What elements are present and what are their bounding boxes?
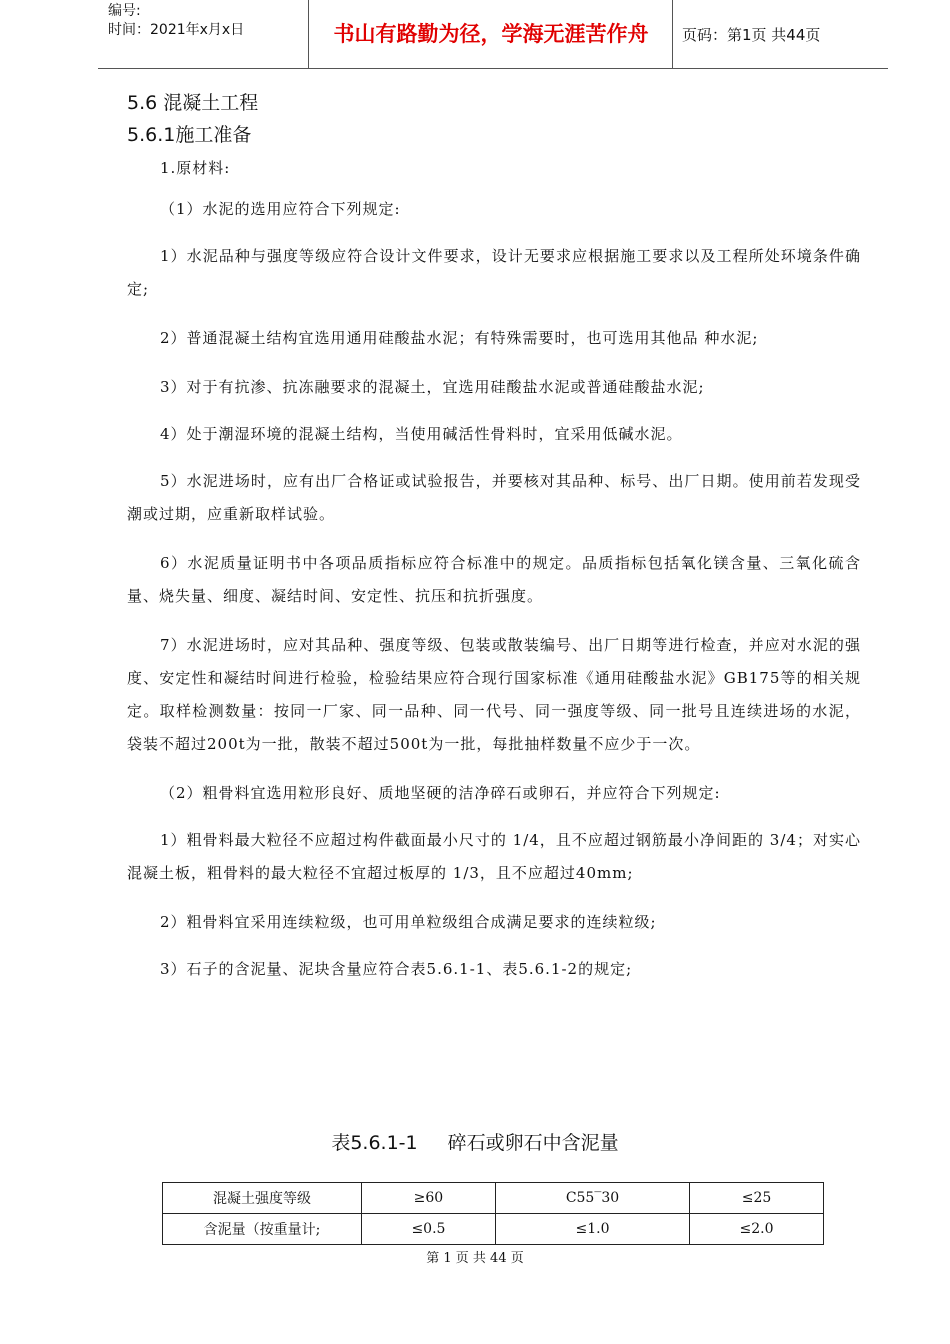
header-motto: 书山有路勤为径，学海无涯苦作舟 (333, 22, 649, 46)
paragraph: 1）水泥品种与强度等级应符合设计文件要求，设计无要求应根据施工要求以及工程所处环境条件确定; (127, 247, 861, 298)
paragraph: 1.原材料: (160, 159, 231, 177)
header-page-info: 页码：第1页 共44页 (682, 26, 821, 44)
table-cell: ≤25 (690, 1183, 824, 1214)
table-cell: ≤0.5 (362, 1214, 496, 1245)
paragraph: 5）水泥进场时，应有出厂合格证或试验报告，并要核对其品种、标号、出厂日期。使用前若发现受潮或过期，应重新取样试验。 (127, 472, 861, 523)
table-cell: ≥60 (362, 1183, 496, 1214)
paragraph: 6）水泥质量证明书中各项品质指标应符合标准中的规定。品质指标包括氧化镁含量、三氧化硫含量、烧失量、细度、凝结时间、安定性、抗压和抗折强度。 (127, 554, 861, 605)
paragraph: 2）普通混凝土结构宜选用通用硅酸盐水泥；有特殊需要时，也可选用其他品 种水泥; (160, 329, 759, 347)
section-title: 5.6 混凝土工程 (127, 92, 259, 114)
paragraph: （2）粗骨料宜选用粒形良好、质地坚硬的洁净碎石或卵石，并应符合下列规定: (160, 784, 721, 802)
section-subtitle: 5.6.1施工准备 (127, 124, 252, 146)
paragraph: 1）粗骨料最大粒径不应超过构件截面最小尺寸的 1/4，且不应超过钢筋最小净间距的 3/4；对实心混凝土板，粗骨料的最大粒径不宜超过板厚的 1/3，且不应超过40mm; (127, 831, 861, 882)
page-header (98, 0, 888, 69)
time-label: 时间：2021年x月x日 (108, 22, 245, 38)
header-divider (672, 0, 673, 68)
document-body (127, 88, 861, 1000)
page-footer: 第 1 页 共 44 页 (426, 1251, 524, 1266)
number-label: 编号: (108, 3, 141, 19)
table-row (163, 1214, 824, 1245)
paragraph: 7）水泥进场时，应对其品种、强度等级、包装或散装编号、出厂日期等进行检查，并应对水泥的强度、安定性和凝结时间进行检验，检验结果应符合现行国家标准《通用硅酸盐水泥》GB175等的相关规定。取样检测数量：按同一厂家、同一品种、同一代号、同一强度等级、同一批号且连续进场的水泥，袋装不超过200t为一批，散装不超过500t为一批，每批抽样数量不应少于一次。 (127, 636, 861, 753)
table-caption: 碎石或卵石中含泥量 (447, 1132, 619, 1154)
paragraph: 4）处于潮湿环境的混凝土结构，当使用碱活性骨料时，宜采用低碱水泥。 (160, 425, 683, 443)
paragraph: 3）石子的含泥量、泥块含量应符合表5.6.1-1、表5.6.1-2的规定; (160, 960, 633, 978)
table-cell: 混凝土强度等级 (163, 1183, 362, 1214)
paragraph: （1）水泥的选用应符合下列规定: (160, 200, 401, 218)
table-cell: 含泥量（按重量计; (163, 1214, 362, 1245)
table-cell: C55‾30 (495, 1183, 689, 1214)
data-table (162, 1182, 824, 1245)
table-cell: ≤1.0 (495, 1214, 689, 1245)
table-row (163, 1183, 824, 1214)
table-number: 表5.6.1-1 (331, 1132, 418, 1154)
paragraph: 2）粗骨料宜采用连续粒级，也可用单粒级组合成满足要求的连续粒级; (160, 913, 657, 931)
table-title (0, 1128, 950, 1155)
header-divider (308, 0, 309, 68)
paragraph: 3）对于有抗渗、抗冻融要求的混凝土，宜选用硅酸盐水泥或普通硅酸盐水泥; (160, 378, 705, 396)
header-left (108, 2, 244, 40)
table-cell: ≤2.0 (690, 1214, 824, 1245)
